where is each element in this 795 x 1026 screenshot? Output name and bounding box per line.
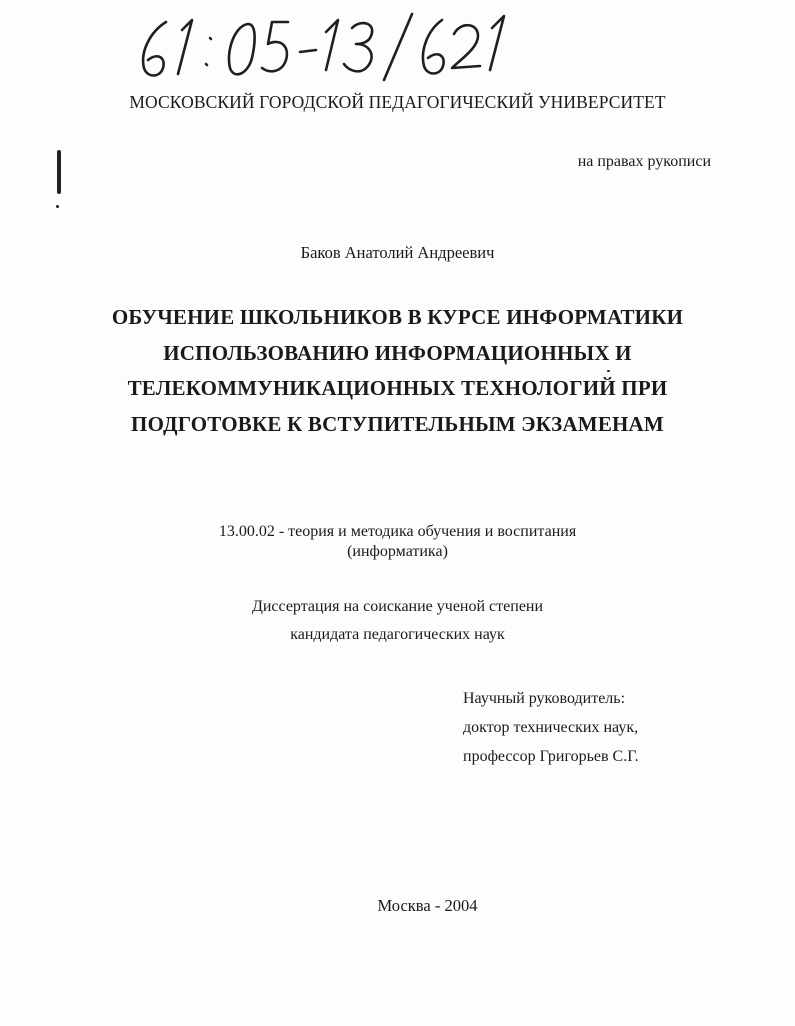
scan-margin-mark — [57, 150, 61, 194]
degree-statement — [0, 593, 795, 649]
title-line: ТЕЛЕКОММУНИКАЦИОННЫХ ТЕХНОЛОГИЙ ПРИ — [127, 376, 668, 400]
handwritten-catalog-number — [130, 8, 530, 88]
specialty-subject: (информатика) — [347, 543, 448, 560]
scan-speck — [607, 370, 610, 372]
advisor-degree: доктор технических наук, — [463, 719, 639, 736]
degree-line: кандидата педагогических наук — [290, 626, 505, 643]
dissertation-title — [0, 300, 795, 442]
advisor-name: профессор Григорьев С.Г. — [463, 748, 639, 765]
degree-line: Диссертация на соискание ученой степени — [251, 598, 544, 615]
author-name: Баков Анатолий Андреевич — [300, 243, 495, 262]
title-line: ИСПОЛЬЗОВАНИЮ ИНФОРМАЦИОННЫХ И — [163, 340, 632, 365]
city-year: Москва - 2004 — [377, 896, 478, 915]
specialty-line: 13.00.02 - теория и методика обучения и воспитания — [218, 523, 577, 540]
handwritten-catalog-number-drawing — [130, 8, 530, 88]
specialty-code — [0, 522, 795, 562]
scientific-advisor — [463, 684, 639, 771]
university-name: МОСКОВСКИЙ ГОРОДСКОЙ ПЕДАГОГИЧЕСКИЙ УНИВЕРСИТЕТ — [129, 92, 666, 112]
manuscript-rights-note: на правах рукописи — [577, 153, 711, 170]
title-line: ПОДГОТОВКЕ К ВСТУПИТЕЛЬНЫМ ЭКЗАМЕНАМ — [131, 411, 664, 436]
scan-speck — [56, 205, 59, 208]
title-line: ОБУЧЕНИЕ ШКОЛЬНИКОВ В КУРСЕ ИНФОРМАТИКИ — [111, 305, 684, 329]
advisor-label: Научный руководитель: — [463, 690, 626, 707]
